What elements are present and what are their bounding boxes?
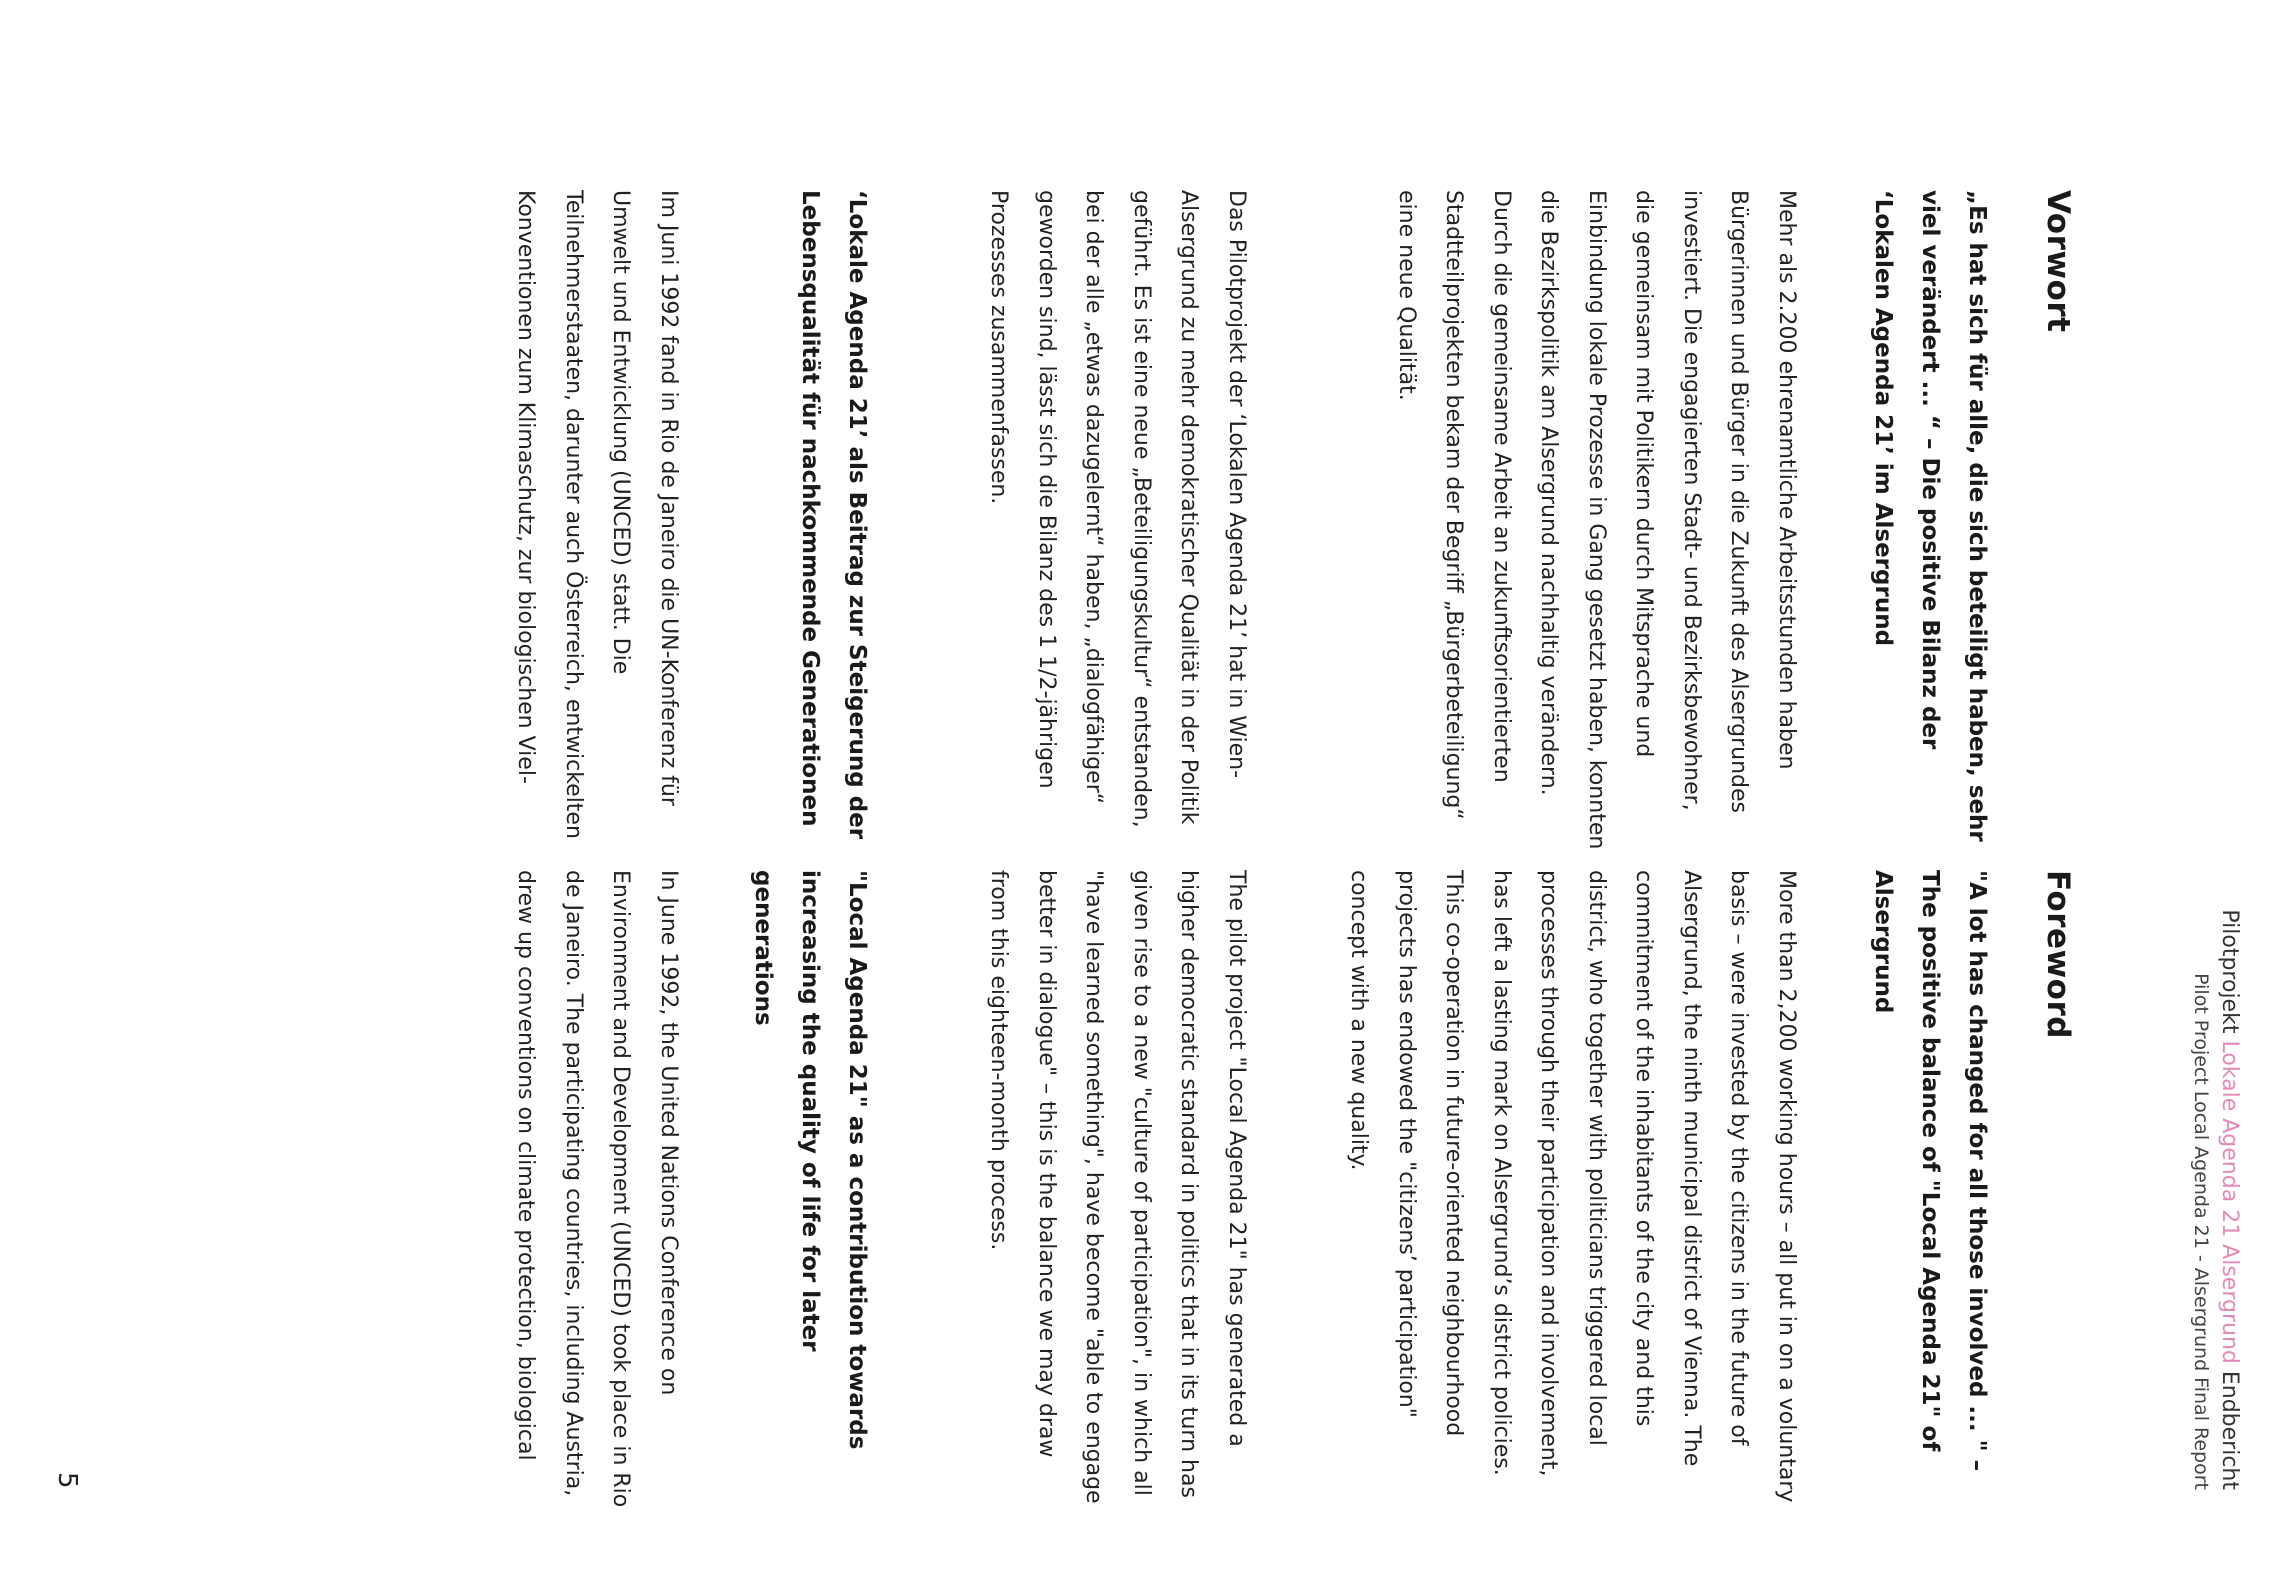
header-suffix: Endbericht (2217, 1370, 2242, 1490)
header-subline: Pilot Project Local Agenda 21 - Alsergrund Final Report (2190, 973, 2212, 1490)
header-prefix: Pilotprojekt (2217, 909, 2242, 1034)
english-heading-2: "Local Agenda 21" as a contribution towards increasing the quality of life for later generations (750, 870, 870, 1450)
english-paragraph-1: More than 2,200 working hours – all put in on a voluntary basis – were invested by the citizens in the future of Alsergrund, the ninth municipal district of Vienna. The commitment of the inhabitants of the city and this district, who together with politicians triggered local processes through their participation and involvement, has left a lasting mark on Alsergrund’s district policies. This co-operation in future-oriented neighbourhood projects has endowed the "citizens’ participation" concept with a new quality. (1346, 870, 1799, 1503)
german-heading-2: ‘Lokale Agenda 21’ als Beitrag zur Steigerung der Lebensqualität für nachkommende Generationen (797, 190, 870, 840)
german-title: Vorwort (2040, 190, 2076, 333)
english-heading-1: "A lot has changed for all those involved ... " – The positive balance of "Local Agenda 21" of Alsergrund (1870, 870, 1990, 1472)
german-paragraph-2: Das Pilotprojekt der ‘Lokalen Agenda 21’ hat in Wien-Alsergrund zu mehr demokratischer Qualität in der Politik geführt. Es ist eine neue „Beteiligungskultur“ entstanden, bei der alle „etwas dazugelernt“ haben, „dialogfähiger“ geworden sind, lässt sich die Bilanz des 1 1/2-jährigen Prozesses zusammenfassen. (986, 190, 1249, 828)
german-heading-1: „Es hat sich für alle, die sich beteiligt haben, sehr viel verändert ... “ – Die positive Bilanz der ‘Lokalen Agenda 21’ im Alsergrund (1870, 190, 1990, 842)
english-title: Foreword (2040, 870, 2076, 1039)
german-paragraph-3: Im Juni 1992 fand in Rio de Janeiro die UN-Konferenz für Umwelt und Entwicklung (UNCED) statt. Die Teilnehmerstaaten, darunter auch Österreich, entwickelten Konventionen zum Klimaschutz, zur biologischen Viel- (513, 190, 681, 839)
english-column (0, 870, 2272, 1510)
english-paragraph-2: The pilot project "Local Agenda 21" has generated a higher democratic standard in politics that in its turn has given rise to a new "culture of participation", in which all "have learned something", have become "able to engage better in dialogue" – this is the balance we may draw from this eighteen-month process. (986, 870, 1249, 1504)
header-accent-title: Lokale Agenda 21 Alsergrund (2217, 1040, 2242, 1364)
page-number: 5 (52, 1472, 82, 1489)
german-column (0, 190, 2272, 850)
german-paragraph-1: Mehr als 2.200 ehrenamtliche Arbeitsstunden haben Bürgerinnen und Bürger in die Zukunft des Alsergrundes investiert. Die engagierten Stadt- und Bezirksbewohner, die gemeinsam mit Politikern durch Mitsprache und Einbindung lokale Prozesse in Gang gesetzt haben, konnten die Bezirkspolitik am Alsergrund nachhaltig verändern. Durch die gemeinsame Arbeit an zukunftsorientierten Stadtteilprojekten bekam der Begriff „Bürgerbeteiligung“ eine neue Qualität. (1394, 190, 1799, 850)
english-paragraph-3: In June 1992, the United Nations Conference on Environment and Development (UNCED) took place in Rio de Janeiro. The participating countries, including Austria, drew up conventions on climate protection, biological (513, 870, 681, 1508)
